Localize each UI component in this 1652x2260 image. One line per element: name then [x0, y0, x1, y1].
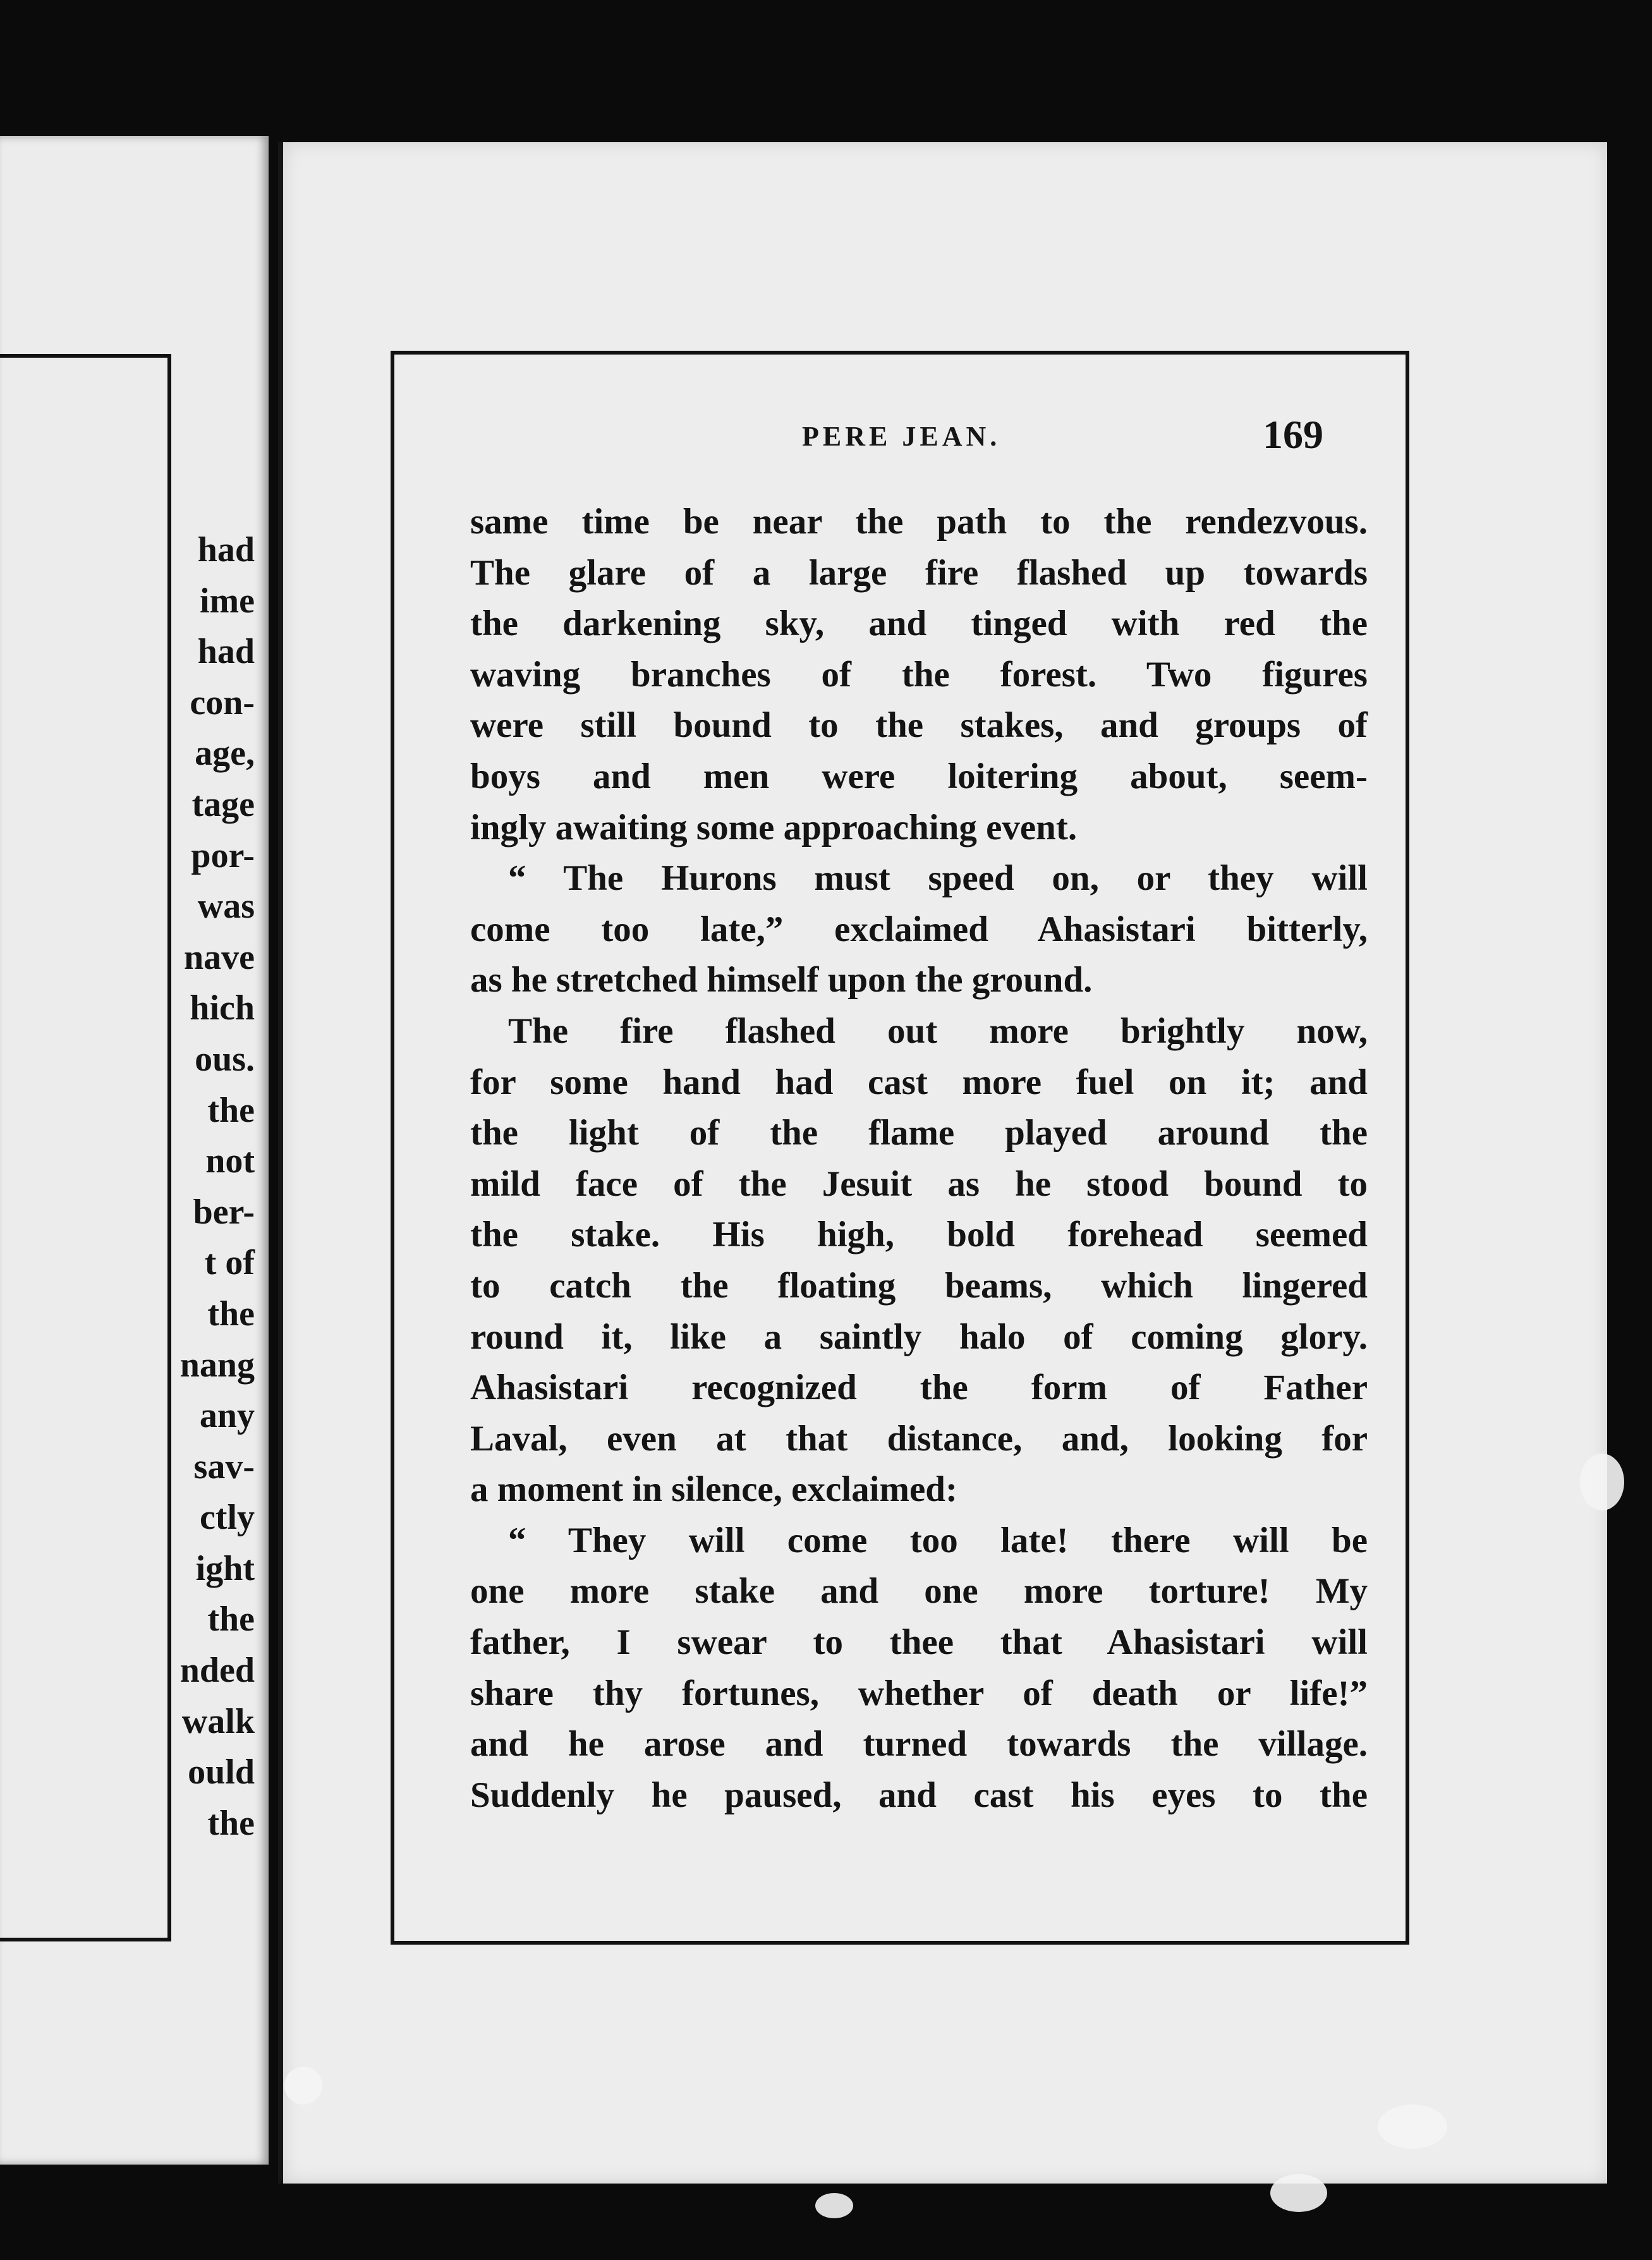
text-line: mild face of the Jesuit as he stood bound to — [470, 1163, 1368, 1204]
text-line: as he stretched himself upon the ground. — [470, 960, 1093, 1000]
left-page-text-fragments — [128, 525, 255, 1849]
left-fragment: ime — [199, 581, 255, 621]
text-line: for some hand had cast more fuel on it; and — [470, 1062, 1368, 1102]
scan-speck — [815, 2193, 853, 2218]
left-fragment: ber- — [193, 1192, 255, 1232]
left-fragment: not — [205, 1141, 255, 1181]
scan-speck — [1270, 2174, 1327, 2212]
text-line: share thy fortunes, whether of death or life!” — [470, 1673, 1368, 1713]
text-line: to catch the floating beams, which lingered — [470, 1265, 1368, 1306]
text-line: “ The Hurons must speed on, or they will — [508, 858, 1368, 899]
left-fragment: had — [197, 632, 255, 672]
page-number: 169 — [1263, 412, 1323, 457]
left-fragment: sav- — [193, 1447, 255, 1486]
left-fragment: the — [207, 1600, 255, 1639]
running-head — [394, 411, 1406, 462]
left-fragment: ous. — [195, 1039, 255, 1079]
left-fragment: con- — [190, 683, 255, 722]
text-line: father, I swear to thee that Ahasistari will — [470, 1622, 1368, 1663]
text-line: waving branches of the forest. Two figures — [470, 654, 1368, 695]
left-fragment: any — [199, 1396, 255, 1436]
text-line: the stake. His high, bold forehead seemed — [470, 1215, 1368, 1255]
left-fragment: was — [197, 887, 255, 926]
left-fragment: por- — [191, 835, 255, 875]
text-line: same time be near the path to the rendezvous. — [470, 502, 1368, 542]
text-line: The glare of a large fire flashed up towards — [470, 552, 1368, 593]
left-fragment: t of — [204, 1243, 255, 1283]
text-line: the darkening sky, and tinged with red the — [470, 604, 1368, 644]
text-line: come too late,” exclaimed Ahasistari bitterly, — [470, 909, 1368, 949]
left-fragment: age, — [195, 734, 255, 774]
text-line: the light of the flame played around the — [470, 1113, 1368, 1153]
body-text — [470, 497, 1368, 1821]
left-fragment: had — [197, 530, 255, 569]
scan-speck — [1378, 2105, 1447, 2149]
text-line: one more stake and one more torture! My — [470, 1571, 1368, 1612]
scan-speck — [284, 2067, 322, 2105]
left-fragment: nave — [184, 937, 255, 977]
text-line: Ahasistari recognized the form of Father — [470, 1368, 1368, 1408]
text-line: a moment in silence, exclaimed: — [470, 1469, 957, 1510]
text-line: and he arose and turned towards the village. — [470, 1724, 1368, 1765]
left-facing-page — [0, 136, 269, 2165]
text-line: boys and men were loitering about, seem- — [470, 756, 1368, 796]
text-line: Laval, even at that distance, and, looking for — [470, 1418, 1368, 1459]
page-border-frame — [391, 351, 1409, 1945]
text-line: were still bound to the stakes, and groups of — [470, 705, 1368, 746]
scan-speck — [1580, 1454, 1624, 1510]
left-fragment: hich — [190, 988, 255, 1028]
left-fragment: tage — [191, 784, 255, 824]
text-line: The fire flashed out more brightly now, — [508, 1011, 1368, 1051]
book-page — [278, 142, 1607, 2184]
text-line: round it, like a saintly halo of coming glory. — [470, 1316, 1368, 1357]
left-fragment: walk — [181, 1701, 255, 1741]
left-fragment: ight — [195, 1548, 255, 1588]
running-title: PERE JEAN. — [802, 421, 1001, 452]
text-line: “ They will come too late! there will be — [508, 1520, 1368, 1560]
left-fragment: nded — [179, 1651, 255, 1691]
left-fragment: ctly — [199, 1498, 255, 1538]
left-fragment: the — [207, 1803, 255, 1843]
text-line: ingly awaiting some approaching event. — [470, 807, 1078, 848]
left-fragment: the — [207, 1090, 255, 1130]
left-fragment: nang — [179, 1345, 255, 1385]
left-fragment: the — [207, 1294, 255, 1334]
left-fragment: ould — [188, 1753, 255, 1792]
text-line: Suddenly he paused, and cast his eyes to the — [470, 1775, 1368, 1815]
